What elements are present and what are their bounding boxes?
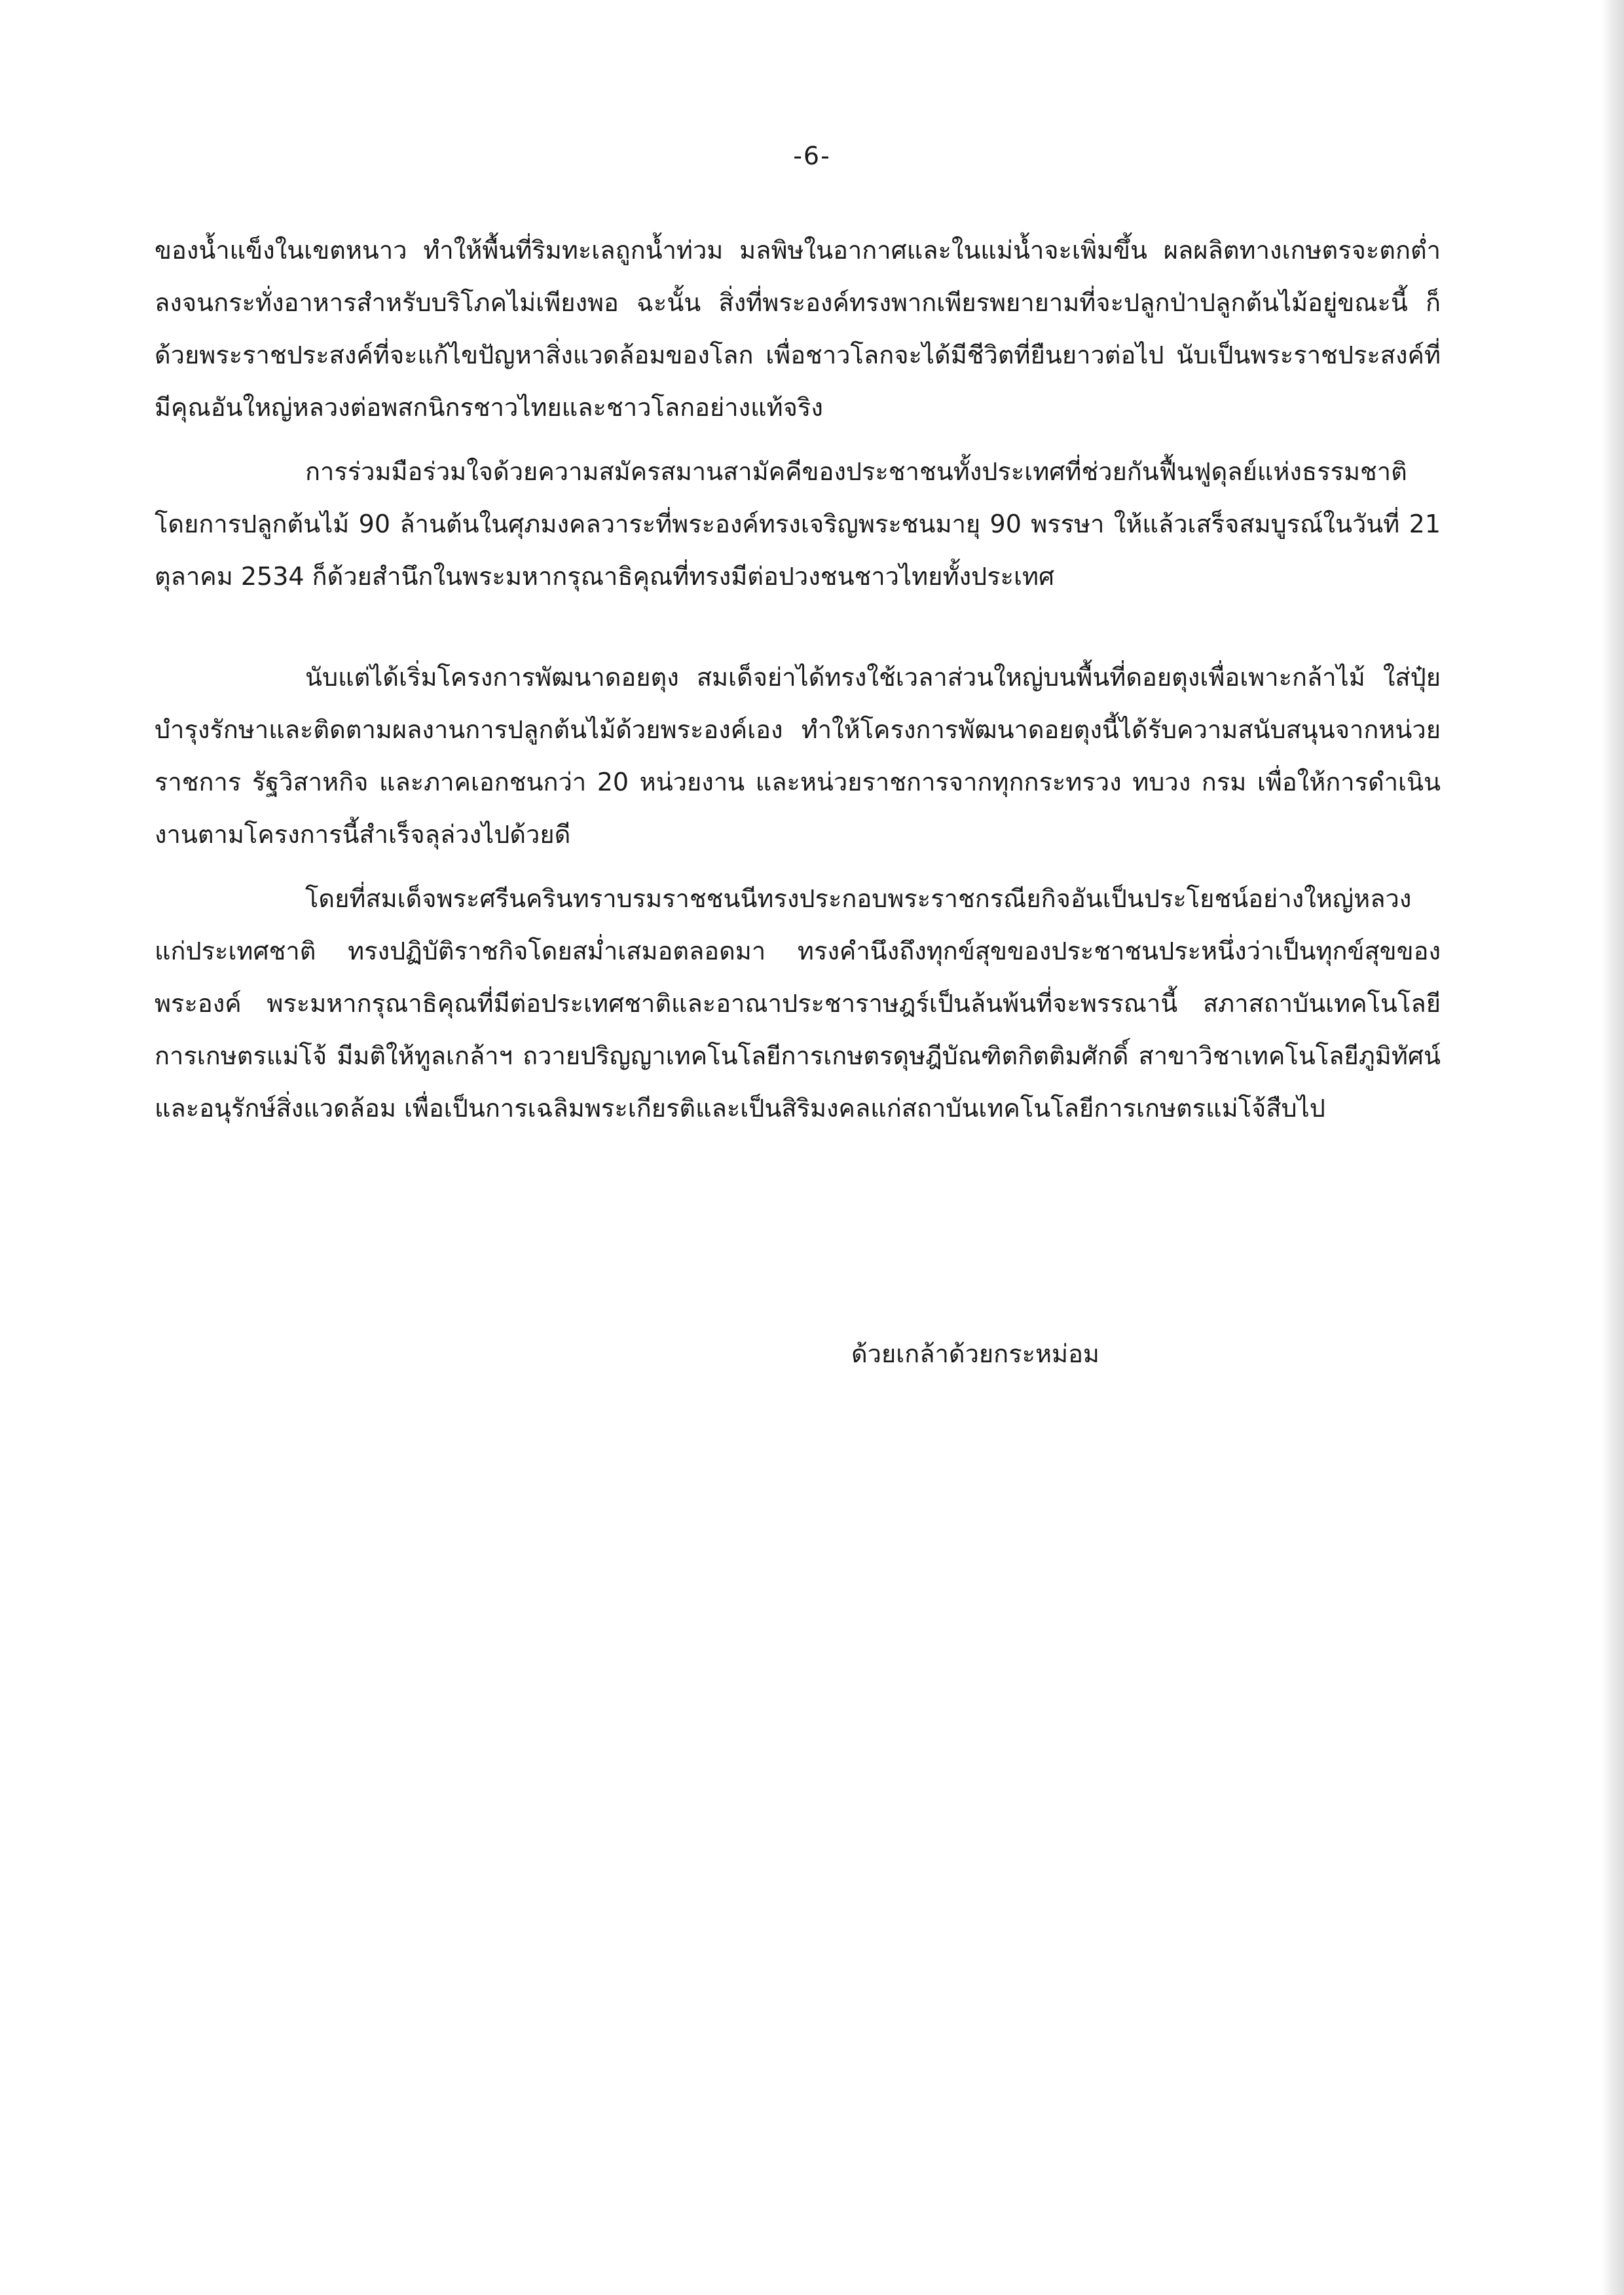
closing-phrase: ด้วยเกล้าด้วยกระหม่อม	[851, 1339, 1099, 1368]
paragraph-tree-planting: การร่วมมือร่วมใจด้วยความสมัครสมานสามัคคีของประชาชนทั้งประเทศที่ช่วยกันฟื้นฟูดุลย์แห่งธรรมชาติโดยการปลูกต้นไม้ 90 ล้านต้นในศุภมงคลวาระที่พระองค์ทรงเจริญพระชนมายุ 90 พรรษา ให้แล้วเสร็จสมบูรณ์ในวันที่ 21 ตุลาคม 2534 ก็ด้วยสำนึกในพระมหากรุณาธิคุณที่ทรงมีต่อปวงชนชาวไทยทั้งประเทศ	[155, 457, 1441, 591]
document-body	[155, 224, 1441, 1134]
paragraph-continuation: ของน้ำแข็งในเขตหนาว ทำให้พื้นที่ริมทะเลถูกน้ำท่วม มลพิษในอากาศและในแม่น้ำจะเพิ่มขึ้น ผลผลิตทางเกษตรจะตกต่ำลงจนกระทั่งอาหารสำหรับบริโภคไม่เพียงพอ ฉะนั้น สิ่งที่พระองค์ทรงพากเพียรพยายามที่จะปลูกป่าปลูกต้นไม้อยู่ขณะนี้ ก็ด้วยพระราชประสงค์ที่จะแก้ไขปัญหาสิ่งแวดล้อมของโลก เพื่อชาวโลกจะได้มีชีวิตที่ยืนยาวต่อไป นับเป็นพระราชประสงค์ที่มีคุณอันใหญ่หลวงต่อพสกนิกรชาวไทยและชาวโลกอย่างแท้จริง	[155, 236, 1441, 422]
page-number: -6-	[793, 141, 831, 170]
paragraph-honorary-degree: โดยที่สมเด็จพระศรีนครินทราบรมราชชนนีทรงประกอบพระราชกรณียกิจอันเป็นประโยชน์อย่างใหญ่หลวงแก่ประเทศชาติ ทรงปฏิบัติราชกิจโดยสม่ำเสมอตลอดมา ทรงคำนึงถึงทุกข์สุขของประชาชนประหนึ่งว่าเป็นทุกข์สุขของพระองค์ พระมหากรุณาธิคุณที่มีต่อประเทศชาติและอาณาประชาราษฎร์เป็นล้นพ้นที่จะพรรณานี้ สภาสถาบันเทคโนโลยีการเกษตรแม่โจ้ มีมติให้ทูลเกล้าฯ ถวายปริญญาเทคโนโลยีการเกษตรดุษฎีบัณฑิตกิตติมศักดิ์ สาขาวิชาเทคโนโลยีภูมิทัศน์และอนุรักษ์สิ่งแวดล้อม เพื่อเป็นการเฉลิมพระเกียรติและเป็นสิริมงคลแก่สถาบันเทคโนโลยีการเกษตรแม่โจ้สืบไป	[155, 884, 1441, 1123]
scan-edge-shadow	[1602, 0, 1624, 2295]
paragraph-doi-tung-project: นับแต่ได้เริ่มโครงการพัฒนาดอยตุง สมเด็จย่าได้ทรงใช้เวลาส่วนใหญ่บนพื้นที่ดอยตุงเพื่อเพาะกล้าไม้ ใส่ปุ๋ยบำรุงรักษาและติดตามผลงานการปลูกต้นไม้ด้วยพระองค์เอง ทำให้โครงการพัฒนาดอยตุงนี้ได้รับความสนับสนุนจากหน่วยราชการ รัฐวิสาหกิจ และภาคเอกชนกว่า 20 หน่วยงาน และหน่วยราชการจากทุกกระทรวง ทบวง กรม เพื่อให้การดำเนินงานตามโครงการนี้สำเร็จลุล่วงไปด้วยดี	[155, 663, 1441, 849]
